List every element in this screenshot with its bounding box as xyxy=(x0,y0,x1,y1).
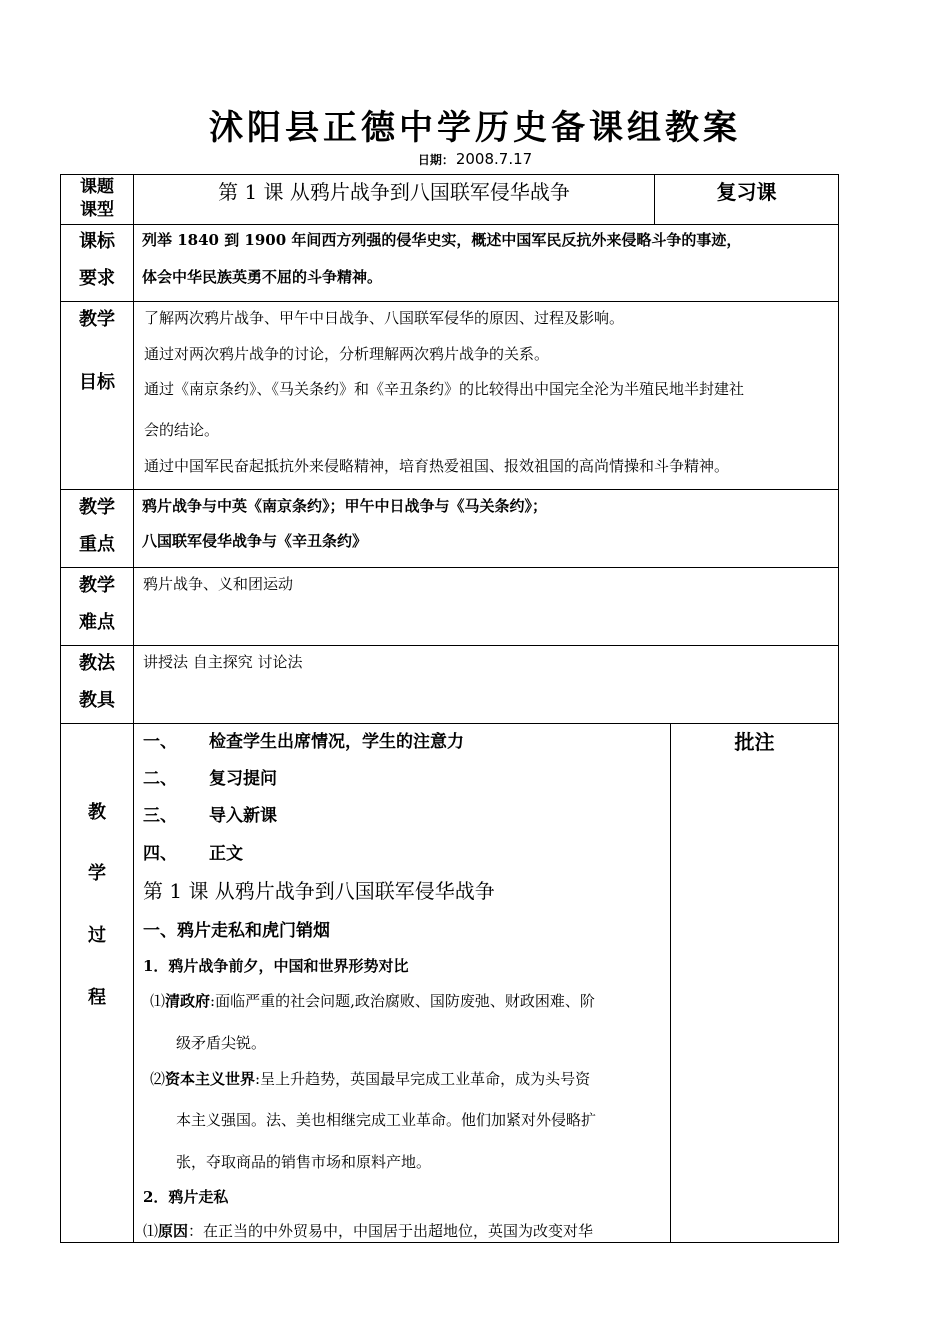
item-2-num: ⑵ xyxy=(150,1070,166,1088)
step-2-num: 二、 xyxy=(143,769,177,789)
step-4-num: 四、 xyxy=(143,844,177,864)
date-line xyxy=(0,150,950,168)
subsection-1-heading: 1．鸦片战争前夕，中国和世界形势对比 xyxy=(143,957,409,975)
item-3-text: ：在正当的中外贸易中，中国居于出超地位，英国为改变对华 xyxy=(188,1222,594,1240)
date-value: 2008.7.17 xyxy=(455,150,533,168)
keypoints-line-1: 鸦片战争与中英《南京条约》；甲午中日战争与《马关条约》； xyxy=(142,497,548,515)
label-process-2: 学 xyxy=(88,863,106,884)
annotation-label: 批注 xyxy=(734,730,775,754)
lesson-type: 复习课 xyxy=(716,180,777,204)
keypoints-line-2: 八国联军侵华战争与《辛丑条约》 xyxy=(142,532,368,550)
section-1-heading: 一、鸦片走私和虎门销烟 xyxy=(143,921,330,941)
standards-line-2: 体会中华民族英勇不屈的斗争精神。 xyxy=(142,268,383,286)
item-3 xyxy=(143,1220,593,1241)
label-methods-2: 教具 xyxy=(79,690,115,711)
standards-line-1: 列举 1840 到 1900 年间西方列强的侵华史实，概述中国军民反抗外来侵略斗争的事迹， xyxy=(142,231,742,249)
item-1-num: ⑴ xyxy=(150,992,166,1010)
objective-line-5: 通过中国军民奋起抵抗外来侵略精神，培育热爱祖国、报效祖国的高尚情操和斗争精神。 xyxy=(144,457,730,475)
item-2-line-2: 本主义强国。法、美也相继完成工业革命。他们加紧对外侵略扩 xyxy=(176,1111,597,1129)
methods-text: 讲授法 自主探究 讨论法 xyxy=(143,653,303,671)
label-standards-1: 课标 xyxy=(79,231,115,252)
item-2 xyxy=(150,1068,590,1089)
label-keypoints-1: 教学 xyxy=(79,497,115,518)
step-3-num: 三、 xyxy=(143,806,177,826)
label-difficulties-2: 难点 xyxy=(79,612,115,633)
lesson-heading: 第 1 课 从鸦片战争到八国联军侵华战争 xyxy=(143,879,495,903)
label-topic: 课题 xyxy=(80,177,114,197)
label-process-4: 程 xyxy=(88,987,106,1008)
step-2-text: 复习提问 xyxy=(209,769,277,789)
item-1 xyxy=(150,990,595,1011)
step-1-num: 一、 xyxy=(143,732,177,752)
step-1-text: 检查学生出席情况，学生的注意力 xyxy=(209,732,464,752)
label-difficulties-1: 教学 xyxy=(79,575,115,596)
item-2-term: 资本主义世界 xyxy=(165,1070,256,1088)
label-standards-2: 要求 xyxy=(79,268,115,289)
lesson-title: 第 1 课 从鸦片战争到八国联军侵华战争 xyxy=(218,180,570,204)
objective-line-4: 会的结论。 xyxy=(144,421,220,439)
item-1-text: :面临严重的社会问题,政治腐败、国防废弛、财政困难、阶 xyxy=(210,992,595,1010)
item-2-text: :呈上升趋势，英国最早完成工业革命，成为头号资 xyxy=(255,1070,591,1088)
label-process-1: 教 xyxy=(88,802,106,823)
label-objectives-1: 教学 xyxy=(79,309,115,330)
subsection-2-heading: 2．鸦片走私 xyxy=(143,1188,229,1206)
label-keypoints-2: 重点 xyxy=(79,534,115,555)
difficulties-text: 鸦片战争、义和团运动 xyxy=(143,575,294,593)
label-type: 课型 xyxy=(80,200,114,220)
label-process-3: 过 xyxy=(88,925,106,946)
step-4-text: 正文 xyxy=(209,844,243,864)
item-1-term: 清政府 xyxy=(165,992,211,1010)
item-2-line-3: 张，夺取商品的销售市场和原料产地。 xyxy=(176,1153,432,1171)
objective-line-1: 了解两次鸦片战争、甲午中日战争、八国联军侵华的原因、过程及影响。 xyxy=(144,309,625,327)
item-3-term: 原因 xyxy=(158,1222,189,1240)
date-label: 日期： xyxy=(417,153,454,167)
label-methods-1: 教法 xyxy=(79,653,115,674)
step-3-text: 导入新课 xyxy=(209,806,277,826)
page-title: 沭阳县正德中学历史备课组教案 xyxy=(209,108,741,148)
objective-line-2: 通过对两次鸦片战争的讨论，分析理解两次鸦片战争的关系。 xyxy=(144,345,550,363)
item-3-num: ⑴ xyxy=(143,1222,159,1240)
item-1-line-2: 级矛盾尖锐。 xyxy=(176,1034,267,1052)
label-objectives-2: 目标 xyxy=(79,372,115,393)
objective-line-3: 通过《南京条约》、《马关条约》和《辛丑条约》的比较得出中国完全沦为半殖民地半封建社 xyxy=(144,380,745,398)
